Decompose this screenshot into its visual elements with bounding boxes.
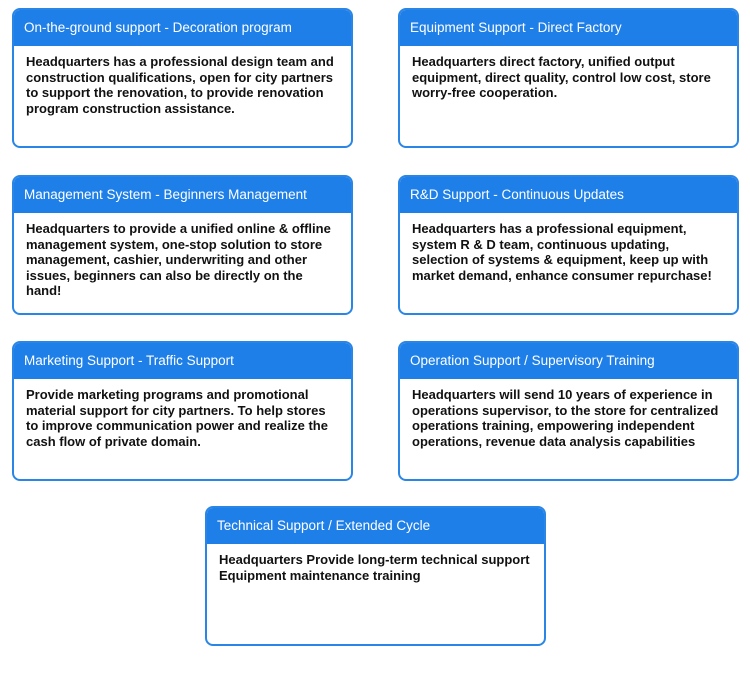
card-title: Equipment Support - Direct Factory (400, 10, 737, 46)
card-description: Headquarters has a professional equipment, system R & D team, continuous updating, selection of systems & equipment, keep up with market demand, enhance consumer repurchase! (412, 221, 712, 283)
card-title: Marketing Support - Traffic Support (14, 343, 351, 379)
card-description: Provide marketing programs and promotional material support for city partners. To help stores to improve communication power and realize the cash flow of private domain. (26, 387, 328, 449)
card-title: Technical Support / Extended Cycle (207, 508, 544, 544)
support-card-rnd (398, 175, 739, 315)
support-card-decoration (12, 8, 353, 148)
card-description: Headquarters Provide long-term technical support Equipment maintenance training (219, 552, 530, 583)
card-title: Management System - Beginners Management (14, 177, 351, 213)
support-card-management (12, 175, 353, 315)
card-title: R&D Support - Continuous Updates (400, 177, 737, 213)
card-title: Operation Support / Supervisory Training (400, 343, 737, 379)
card-description: Headquarters to provide a unified online & offline management system, one-stop solution to store management, cashier, underwriting and other issues, beginners can also be directly on the hand! (26, 221, 331, 298)
support-card-operation (398, 341, 739, 481)
support-card-technical (205, 506, 546, 646)
card-description: Headquarters direct factory, unified output equipment, direct quality, control low cost, store worry-free cooperation. (412, 54, 711, 100)
card-description: Headquarters will send 10 years of experience in operations supervisor, to the store for centralized operations training, empowering independent operations, revenue data analysis capabilities (412, 387, 719, 449)
card-description: Headquarters has a professional design team and construction qualifications, open for city partners to support the renovation, to provide renovation program construction assistance. (26, 54, 334, 116)
support-card-equipment (398, 8, 739, 148)
card-title: On-the-ground support - Decoration program (14, 10, 351, 46)
support-card-marketing (12, 341, 353, 481)
